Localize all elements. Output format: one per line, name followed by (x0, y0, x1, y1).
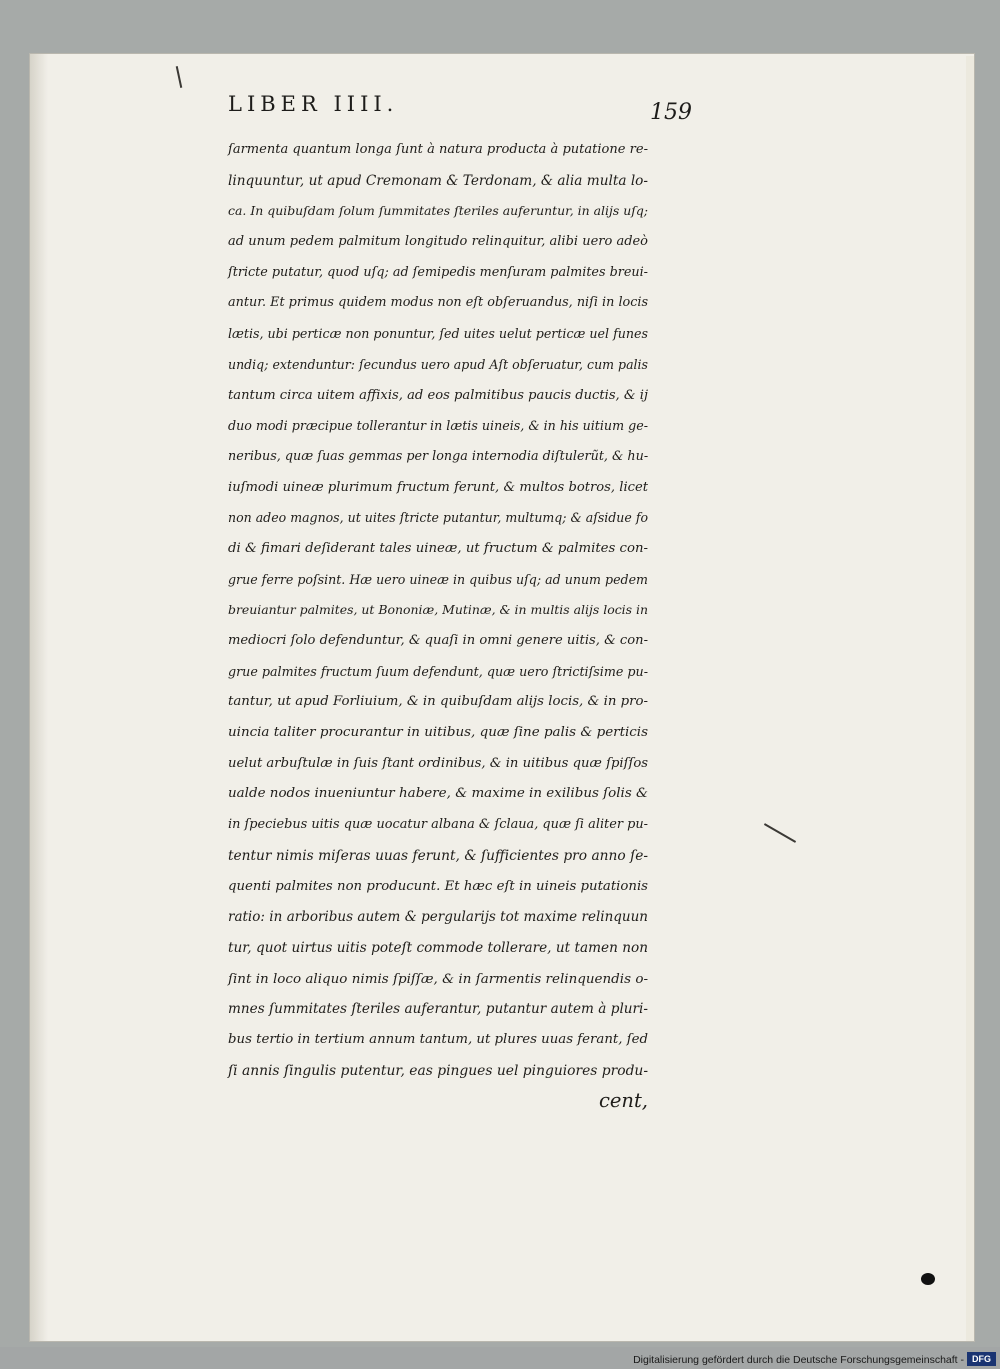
text-line: neribus, quæ ſuas gemmas per longa internodia diſtulerũt, & hu- (228, 448, 649, 464)
text-line: ratio: in arboribus autem & pergularijs tot maxime relinquun (228, 909, 648, 926)
body-text (228, 135, 648, 1117)
text-line: ualde nodos inueniuntur habere, & maxime in exilibus ſolis & (228, 786, 648, 802)
text-line: linquuntur, ut apud Cremonam & Terdonam, & alia multa lo- (228, 172, 648, 189)
ink-blot (921, 1273, 935, 1285)
page-edge (966, 56, 974, 1341)
page-header (0, 92, 1000, 126)
text-line: ſi annis ſingulis putentur, eas pingues uel pinguiores produ- (228, 1062, 648, 1079)
text-line: quenti palmites non producunt. Et hæc eſt in uineis putationis (228, 878, 648, 894)
running-title: LIBER IIII. (228, 92, 399, 116)
text-line: tantur, ut apud Forliuium, & in quibuſdam alijs locis, & in pro- (228, 694, 648, 710)
text-line: tur, quot uirtus uitis poteſt commode tollerare, ut tamen non (228, 939, 648, 956)
text-line: ſint in loco aliquo nimis ſpiſſæ, & in ſarmentis relinquendis o- (228, 970, 648, 987)
text-line: uincia taliter procurantur in uitibus, quæ ſine palis & perticis (228, 725, 648, 741)
digitization-footer (0, 1347, 1000, 1369)
text-line: grue ferre poſsint. Hæ uero uineæ in quibus uſq; ad unum pedem (228, 571, 648, 587)
text-line: iuſmodi uineæ plurimum fructum ferunt, & multos botros, licet (228, 479, 648, 495)
text-line: duo modi præcipue tollerantur in lætis uineis, & in his uitium ge- (228, 418, 648, 434)
text-line: non adeo magnos, ut uites ſtricte putantur, multumq; & aſsidue fo (228, 510, 648, 526)
text-line: undiq; extenduntur: ſecundus uero apud Aſt obſeruatur, cum palis (228, 356, 648, 372)
catchword: cent, (598, 1089, 648, 1113)
text-line: tantum circa uitem affixis, ad eos palmitibus paucis ductis, & ij (228, 387, 648, 403)
text-line: breuiantur palmites, ut Bononiæ, Mutinæ, & in multis alijs locis in (228, 602, 648, 618)
text-line: lætis, ubi perticæ non ponuntur, ſed uites uelut perticæ uel funes (228, 326, 648, 342)
gutter-shadow (30, 54, 48, 1341)
text-line: in ſpeciebus uitis quæ uocatur albana & ſclaua, quæ ſi aliter pu- (228, 817, 648, 833)
dfg-logo: DFG (967, 1352, 996, 1366)
text-line: mediocri ſolo defenduntur, & quaſi in omni genere uitis, & con- (228, 633, 648, 648)
text-line: ad unum pedem palmitum longitudo relinquitur, alibi uero adeò (228, 234, 648, 250)
text-line: di & fimari deſiderant tales uineæ, ut fructum & palmites con- (228, 540, 648, 556)
text-line: bus tertio in tertium annum tantum, ut plures uuas ferant, ſed (228, 1031, 648, 1047)
text-line: mnes ſummitates ſteriles auferantur, putantur autem à pluri- (228, 1001, 648, 1018)
funding-credit: Digitalisierung gefördert durch die Deutsche Forschungsgemeinschaft - (633, 1354, 964, 1366)
text-line: antur. Et primus quidem modus non eſt obſeruandus, niſi in locis (228, 295, 649, 311)
text-line: ſtricte putatur, quod uſq; ad ſemipedis menſuram palmites breui- (228, 264, 648, 280)
text-line: uelut arbuſtulæ in ſuis ſtant ordinibus, & in uitibus quæ ſpiſſos (228, 755, 648, 771)
text-line: ſarmenta quantum longa ſunt à natura producta à putatione re- (228, 142, 648, 157)
text-line: grue palmites fructum ſuum defendunt, quæ uero ſtrictiſsime pu- (228, 663, 648, 679)
text-line: ca. In quibuſdam ſolum ſummitates ſteriles auferuntur, in alijs uſq; (228, 203, 648, 219)
page-number: 159 (650, 100, 692, 125)
text-line: tentur nimis miſeras uuas ferunt, & ſufficientes pro anno ſe- (228, 847, 648, 864)
